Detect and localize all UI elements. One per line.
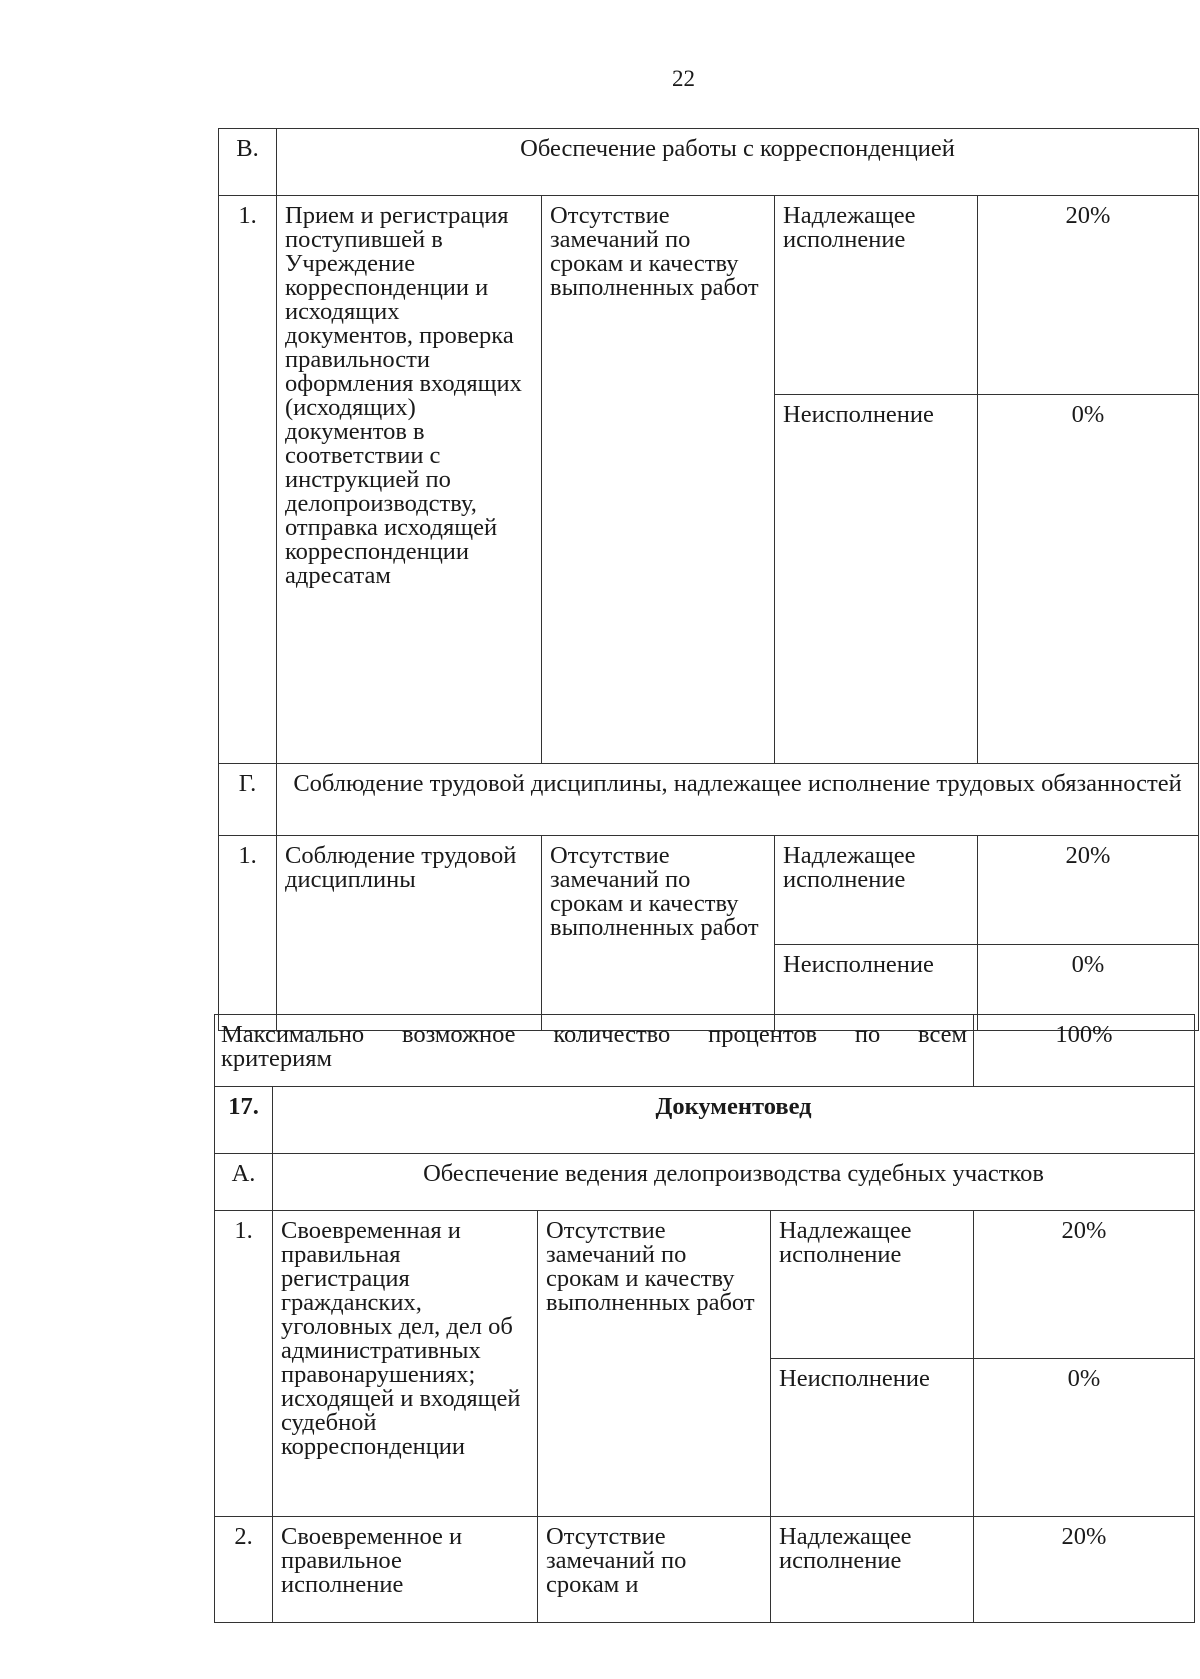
page-number: 22: [672, 66, 695, 91]
outcome-percent: 20%: [974, 1211, 1195, 1359]
summary-row: [215, 1015, 1195, 1087]
criteria-table-lower: [214, 1086, 1195, 1623]
row-description: Соблюдение трудовой дисциплины: [277, 836, 542, 1031]
position-number: 17.: [215, 1087, 273, 1154]
section-header-g: [219, 764, 1199, 836]
position-title: Документовед: [273, 1087, 1195, 1154]
row-number: 1.: [219, 836, 277, 1031]
section-header-a: [215, 1154, 1195, 1211]
outcome-label: Надлежащее исполнение: [775, 196, 978, 395]
summary-label-line-1: Максимально возможное количество процентов по всем: [221, 1021, 967, 1048]
summary-label-line-2: критериям: [221, 1045, 332, 1072]
row-description: Своевременная и правильная регистрация гражданских, уголовных дел, дел об административных правонарушениях; исходящей и входящей судебной корреспонденции: [273, 1211, 538, 1517]
section-title: Соблюдение трудовой дисциплины, надлежащее исполнение трудовых обязанностей: [277, 764, 1199, 836]
outcome-label: Неисполнение: [775, 395, 978, 764]
section-title: Обеспечение работы с корреспонденцией: [277, 129, 1199, 196]
table-row: [219, 836, 1199, 945]
table-row: [215, 1517, 1195, 1623]
section-title: Обеспечение ведения делопроизводства судебных участков: [273, 1154, 1195, 1211]
position-header: [215, 1087, 1195, 1154]
section-code: А.: [215, 1154, 273, 1211]
section-header-v: [219, 129, 1199, 196]
outcome-percent: 0%: [978, 945, 1199, 1031]
table-row: [219, 196, 1199, 395]
section-code: В.: [219, 129, 277, 196]
row-criterion: Отсутствие замечаний по срокам и качеству выполненных работ: [542, 196, 775, 764]
outcome-percent: 20%: [974, 1517, 1195, 1623]
summary-table: [214, 1014, 1195, 1087]
row-criterion: Отсутствие замечаний по срокам и качеству выполненных работ: [542, 836, 775, 1031]
outcome-percent: 20%: [978, 836, 1199, 945]
row-criterion: Отсутствие замечаний по срокам и: [538, 1517, 771, 1623]
row-description: Своевременное и правильное исполнение: [273, 1517, 538, 1623]
summary-label: [215, 1015, 974, 1087]
section-code: Г.: [219, 764, 277, 836]
outcome-percent: 20%: [978, 196, 1199, 395]
outcome-percent: 0%: [974, 1359, 1195, 1517]
row-number: 1.: [215, 1211, 273, 1517]
row-description: Прием и регистрация поступившей в Учреждение корреспонденции и исходящих документов, проверка правильности оформления входящих (исходящих) документов в соответствии с инструкцией по делопроизводству, отправка исходящей корреспонденции адресатам: [277, 196, 542, 764]
summary-value: 100%: [974, 1015, 1195, 1087]
outcome-label: Надлежащее исполнение: [775, 836, 978, 945]
outcome-label: Надлежащее исполнение: [771, 1211, 974, 1359]
outcome-label: Неисполнение: [775, 945, 978, 1031]
criteria-table-upper: [218, 128, 1199, 1031]
outcome-percent: 0%: [978, 395, 1199, 764]
row-number: 2.: [215, 1517, 273, 1623]
outcome-label: Надлежащее исполнение: [771, 1517, 974, 1623]
row-number: 1.: [219, 196, 277, 764]
outcome-label: Неисполнение: [771, 1359, 974, 1517]
table-row: [215, 1211, 1195, 1359]
row-criterion: Отсутствие замечаний по срокам и качеству выполненных работ: [538, 1211, 771, 1517]
